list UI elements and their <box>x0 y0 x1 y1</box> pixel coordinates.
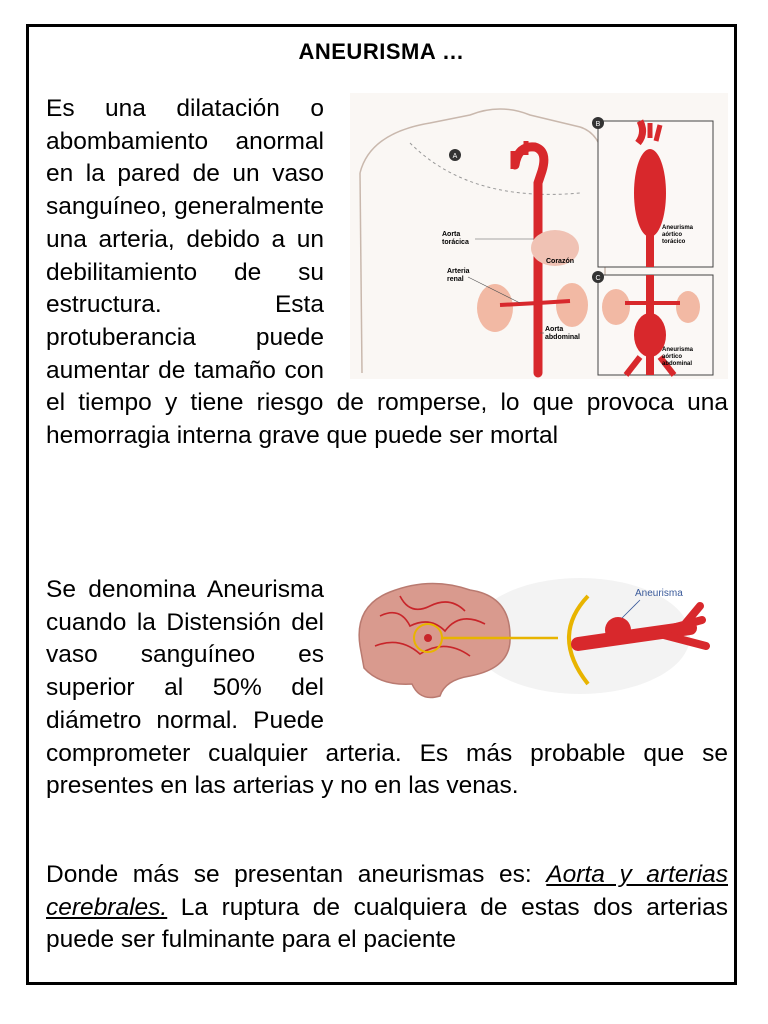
paragraph-definition <box>46 93 728 453</box>
svg-text:A: A <box>452 153 458 160</box>
aneurysm-bulge-icon <box>605 617 631 643</box>
svg-text:Corazón: Corazón <box>546 258 574 265</box>
svg-text:aórtico: aórtico <box>662 232 683 238</box>
svg-text:Aneurisma: Aneurisma <box>662 225 694 231</box>
svg-text:aórtico: aórtico <box>662 354 683 360</box>
svg-text:B: B <box>595 121 601 128</box>
locations-emphasis: Aorta y arterias cerebrales. <box>46 861 728 921</box>
svg-text:torácica: torácica <box>442 239 469 246</box>
svg-text:abdominal: abdominal <box>545 334 581 341</box>
locations-conclusion: La ruptura de cualquiera de estas dos arterias puede ser fulminante para el paciente <box>46 893 728 954</box>
paragraph-criteria-text: Se denomina Aneurisma cuando la Distensión del vaso sanguíneo es superior al 50% del diámetro normal. Puede comprometer cualquier arteria. Es más probable que se presentes en las arterias y no en las venas. <box>46 576 728 800</box>
brain-aneurysm-figure <box>350 576 728 704</box>
aneurysm-label: Aneurisma <box>635 588 683 599</box>
svg-text:renal: renal <box>447 276 464 283</box>
svg-text:Arteria: Arteria <box>447 268 470 275</box>
aorta-aneurysm-figure <box>350 93 728 379</box>
svg-text:C: C <box>595 275 601 282</box>
svg-text:torácico: torácico <box>662 239 686 245</box>
paragraph-locations <box>46 859 728 957</box>
svg-text:Aorta: Aorta <box>545 326 564 333</box>
paragraph-criteria <box>46 574 728 803</box>
locations-intro: Donde más se presentan aneurismas es: <box>46 861 547 888</box>
svg-text:abdominal: abdominal <box>662 361 693 367</box>
page-title: ANEURISMA … <box>298 39 465 64</box>
paragraph-definition-text: Es una dilatación o abombamiento anormal en la pared de un vaso sanguíneo, generalmente una arteria, debido a un debilitamiento de su estructura. Esta protuberancia puede aumentar de tamaño con el tiempo y tiene riesgo de romperse, lo que provoca una hemorragia interna grave que puede ser mortal <box>46 95 728 450</box>
svg-text:Aneurisma: Aneurisma <box>662 347 694 353</box>
document-frame <box>26 24 737 985</box>
svg-text:Aorta: Aorta <box>442 231 461 238</box>
